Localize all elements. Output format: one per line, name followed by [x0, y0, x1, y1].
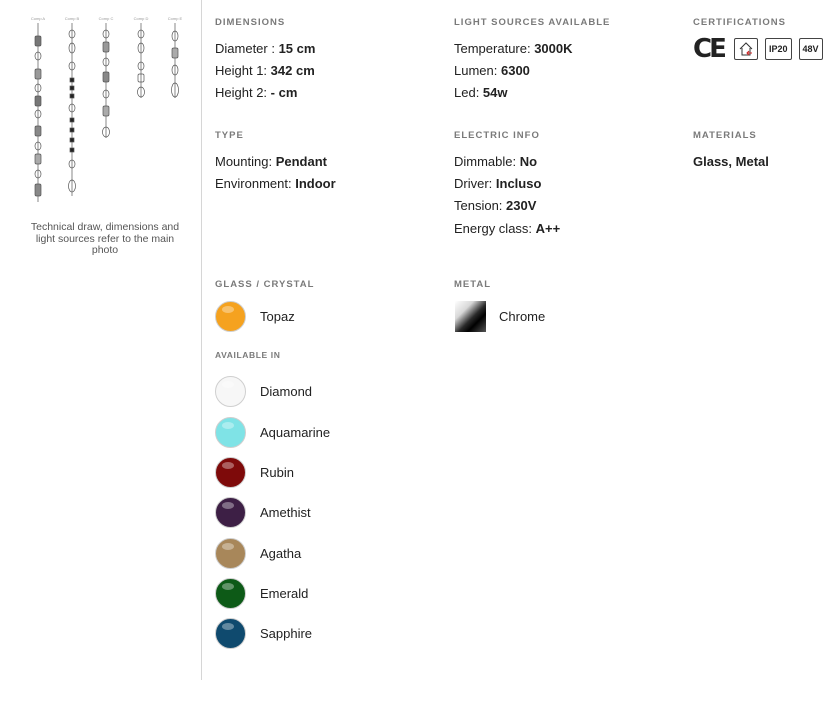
height2-label: Height 2:: [215, 85, 271, 100]
drawing-label-e: Comp E: [167, 16, 183, 21]
glass-option-diamond[interactable]: [215, 376, 312, 407]
glass-crystal-title: GLASS / CRYSTAL: [215, 279, 315, 290]
technical-drawing: [26, 14, 186, 204]
height2-value: - cm: [270, 85, 298, 100]
tension-value: 230V: [506, 198, 537, 213]
voltage-icon: 48V: [799, 38, 823, 60]
electric-info-title: ELECTRIC INFO: [454, 130, 540, 141]
height2-row: [215, 85, 297, 100]
energy-class-value: A++: [535, 221, 561, 236]
glass-option-label: Sapphire: [260, 626, 313, 641]
materials-value: [693, 154, 769, 169]
drawing-label-c: Comp C: [98, 16, 114, 21]
agatha-swatch: [215, 538, 246, 569]
glass-selected-label: Topaz: [260, 309, 295, 324]
drawing-label-d: Comp D: [133, 16, 149, 21]
glass-selected[interactable]: [215, 301, 295, 332]
driver-value: Incluso: [495, 176, 542, 191]
tension-row: [454, 198, 536, 213]
metal-option-chrome[interactable]: [455, 301, 545, 332]
drawing-label-b: Comp B: [64, 16, 80, 21]
emerald-swatch: [215, 578, 246, 609]
dimmable-value: No: [519, 154, 538, 169]
height1-value: 342 cm: [270, 63, 315, 78]
materials-text: Glass, Metal: [693, 154, 769, 169]
led-value: 54w: [482, 85, 508, 100]
height1-label: Height 1:: [215, 63, 271, 78]
energy-class-row: [454, 221, 560, 236]
available-in-title: AVAILABLE IN: [215, 350, 281, 360]
type-title: TYPE: [215, 130, 244, 141]
led-label: Led:: [454, 85, 483, 100]
mounting-label: Mounting:: [215, 154, 276, 169]
aquamarine-swatch: [215, 417, 246, 448]
ip20-icon: IP20: [765, 38, 792, 60]
tension-label: Tension:: [454, 198, 507, 213]
diameter-row: [215, 41, 315, 56]
dimmable-row: [454, 154, 537, 169]
amethist-swatch: [215, 497, 246, 528]
diamond-swatch: [215, 376, 246, 407]
materials-title: MATERIALS: [693, 130, 757, 141]
temperature-value: 3000K: [534, 41, 573, 56]
environment-label: Environment:: [215, 176, 296, 191]
temperature-row: [454, 41, 573, 56]
glass-option-amethist[interactable]: [215, 497, 311, 528]
glass-option-label: Aquamarine: [260, 425, 331, 440]
glass-option-aquamarine[interactable]: [215, 417, 330, 448]
rubin-swatch: [215, 457, 246, 488]
driver-row: [454, 176, 541, 191]
led-row: [454, 85, 508, 100]
lumen-row: [454, 63, 530, 78]
glass-option-label: Emerald: [260, 586, 309, 601]
chrome-swatch: [455, 301, 486, 332]
metal-label: Chrome: [499, 309, 546, 324]
diameter-value: 15 cm: [278, 41, 316, 56]
dimmable-label: Dimmable:: [454, 154, 520, 169]
energy-class-label: Energy class:: [454, 221, 536, 236]
glass-option-label: Amethist: [260, 505, 311, 520]
drawing-label-a: Comp A: [30, 16, 46, 21]
certifications-title: CERTIFICATIONS: [693, 17, 786, 28]
glass-option-label: Agatha: [260, 546, 302, 561]
light-sources-title: LIGHT SOURCES AVAILABLE: [454, 17, 611, 28]
glass-option-sapphire[interactable]: [215, 618, 312, 649]
height1-row: [215, 63, 315, 78]
lumen-label: Lumen:: [454, 63, 501, 78]
dimensions-title: DIMENSIONS: [215, 17, 286, 28]
ce-mark-icon: CE: [693, 34, 724, 64]
environment-value: Indoor: [295, 176, 336, 191]
drawing-caption: Technical draw, dimensions and light sources refer to the main photo: [30, 221, 180, 256]
indoor-use-icon: [734, 38, 758, 60]
topaz-swatch: [215, 301, 246, 332]
temperature-label: Temperature:: [454, 41, 535, 56]
glass-option-label: Diamond: [260, 384, 313, 399]
glass-option-rubin[interactable]: [215, 457, 294, 488]
glass-option-agatha[interactable]: [215, 538, 301, 569]
certification-icons: [693, 34, 823, 64]
sapphire-swatch: [215, 618, 246, 649]
glass-option-emerald[interactable]: [215, 578, 308, 609]
lumen-value: 6300: [500, 63, 530, 78]
mounting-row: [215, 154, 327, 169]
house-icon: [738, 41, 754, 57]
environment-row: [215, 176, 336, 191]
diameter-label: Diameter :: [215, 41, 279, 56]
glass-option-label: Rubin: [260, 465, 294, 480]
mounting-value: Pendant: [275, 154, 327, 169]
metal-title: METAL: [454, 279, 492, 290]
driver-label: Driver:: [454, 176, 496, 191]
technical-drawing-panel: [0, 0, 202, 680]
